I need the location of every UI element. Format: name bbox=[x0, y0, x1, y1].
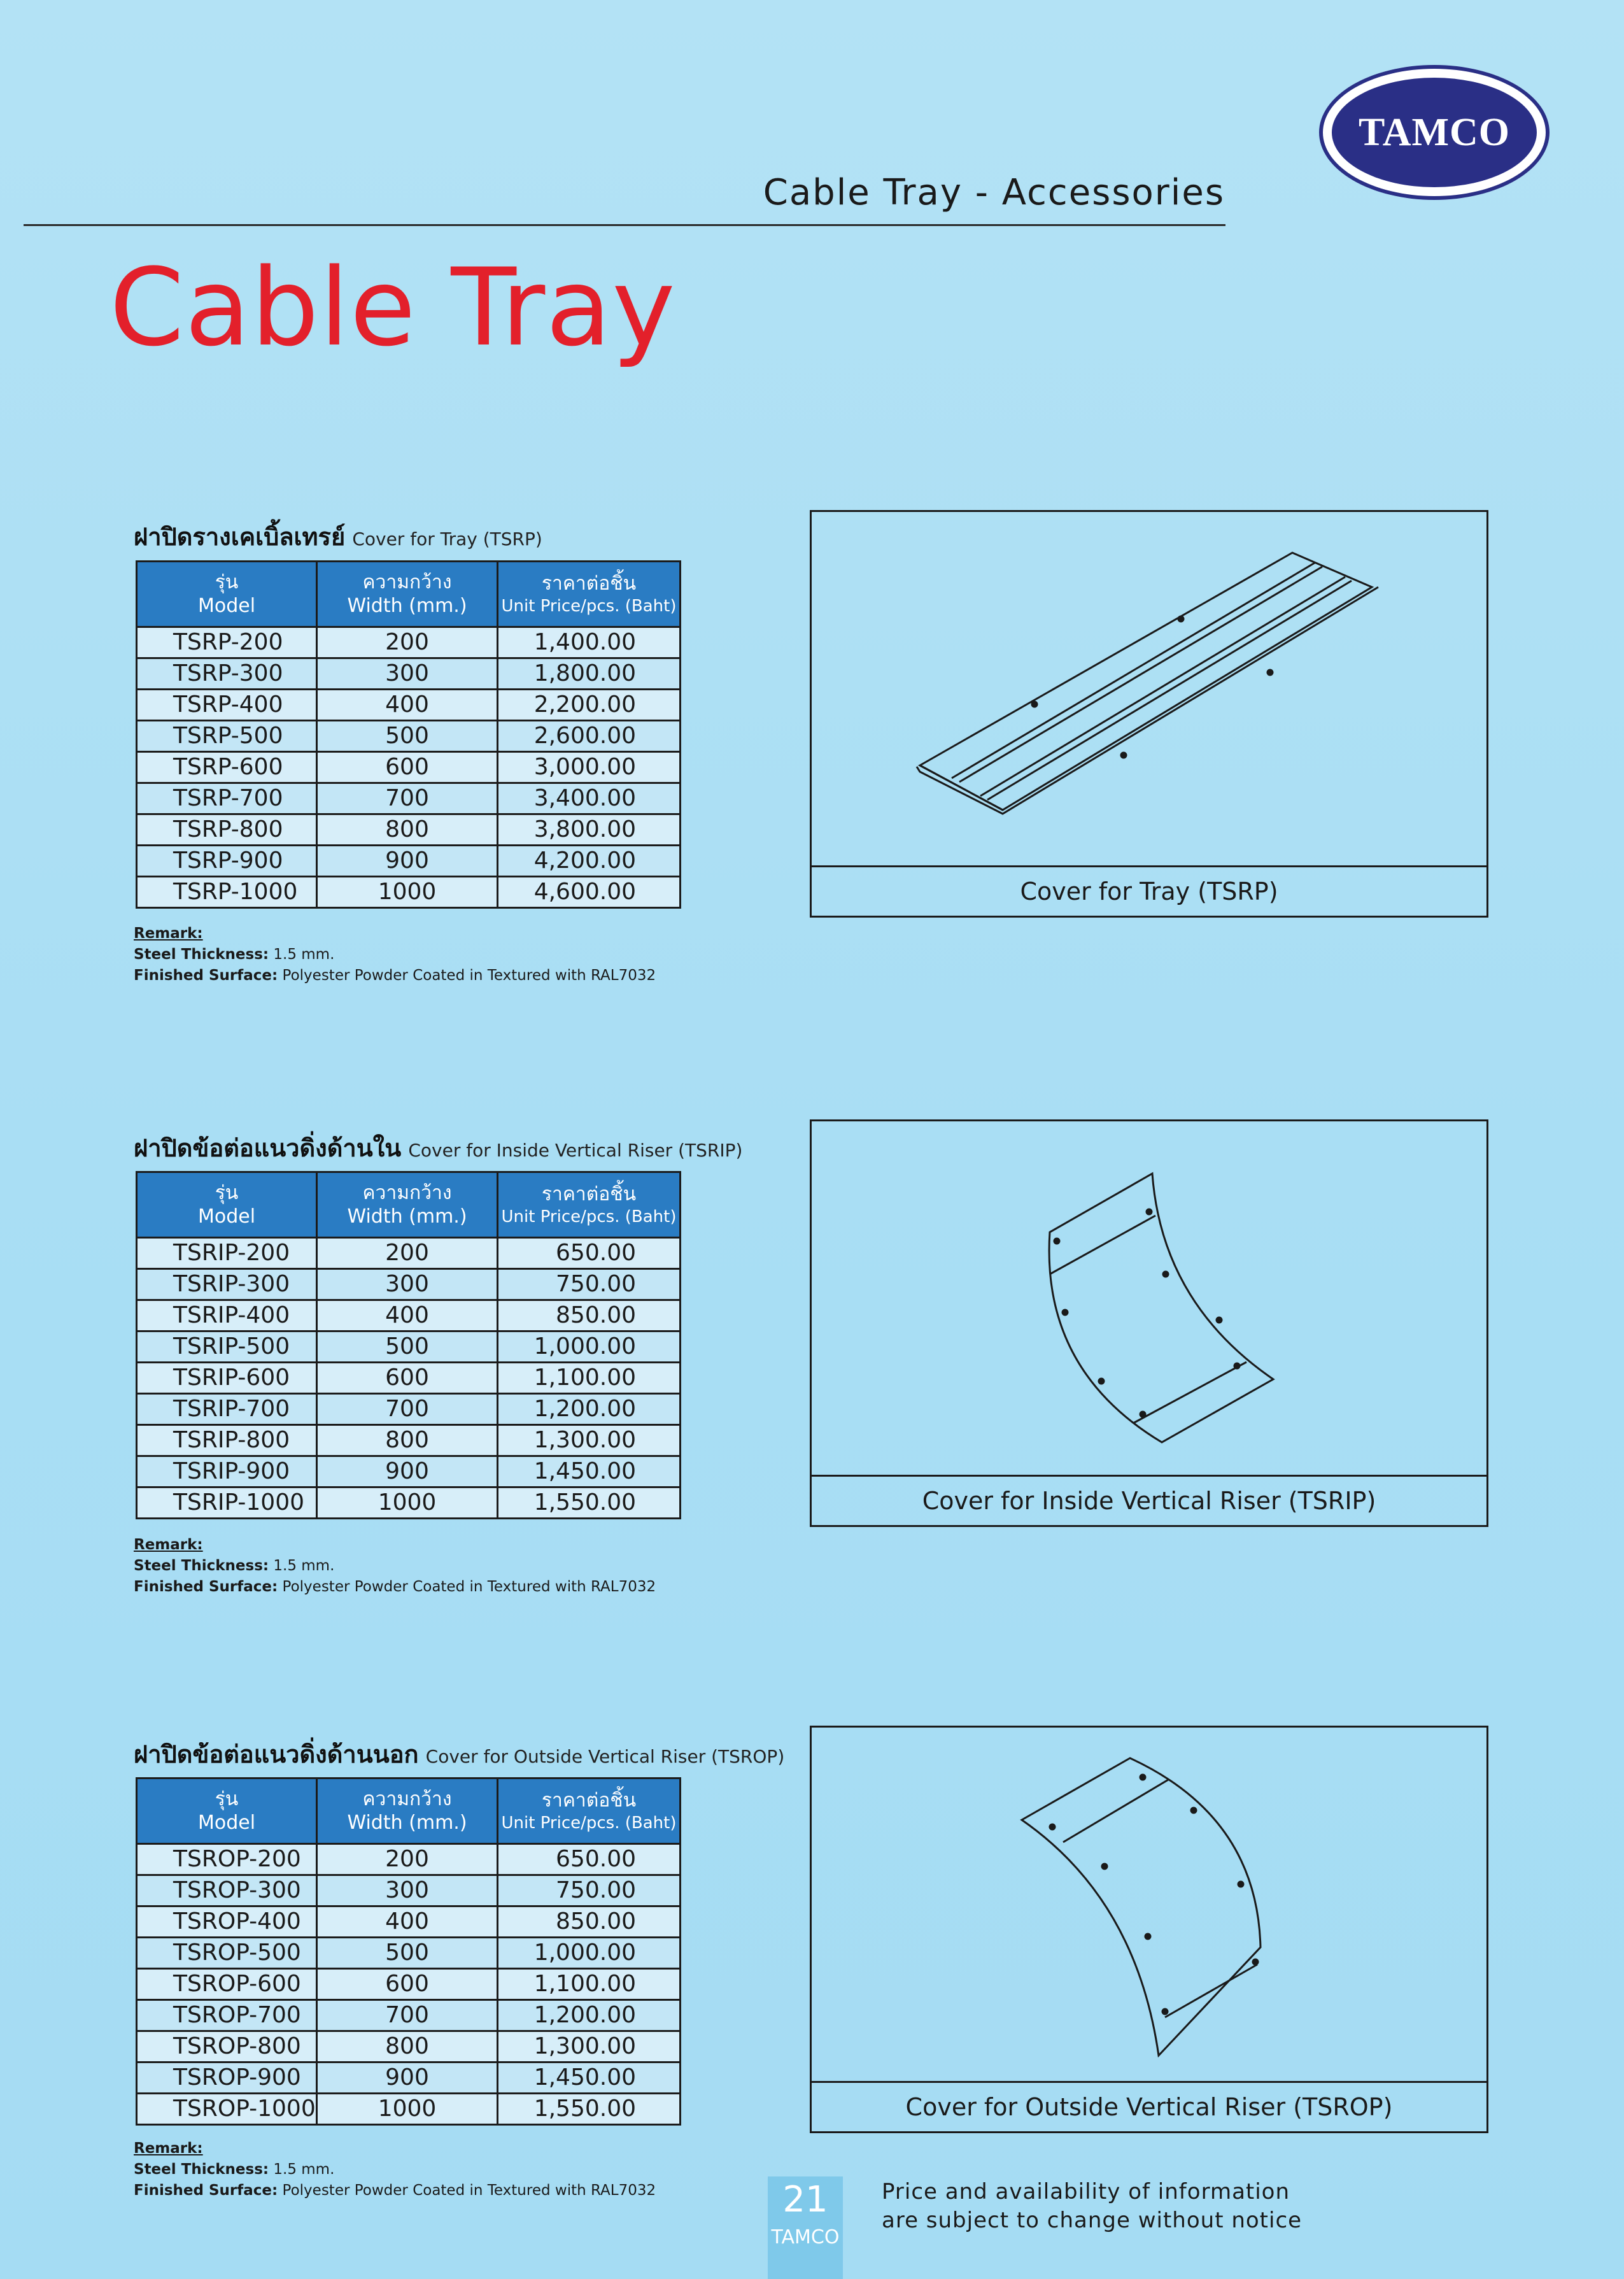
price-table-tsrp bbox=[136, 560, 681, 909]
inside-riser-drawing bbox=[812, 1121, 1486, 1478]
table-row: TSRIP-400 400 850.00 bbox=[137, 1300, 681, 1331]
outside-riser-drawing bbox=[812, 1728, 1486, 2084]
image-caption: Cover for Tray (TSRP) bbox=[812, 865, 1486, 916]
column-header-model: รุ่น Model bbox=[137, 562, 317, 627]
table-row: TSRP-900 900 4,200.00 bbox=[137, 846, 681, 877]
remark-tsrp: Remark: Steel Thickness: 1.5 mm. Finished Surface: Polyester Powder Coated in Textured with RAL7032 bbox=[134, 923, 656, 986]
section-heading-thai: ฝาปิดข้อต่อแนวดิ่งด้านนอก bbox=[134, 1740, 419, 1768]
price-notice bbox=[882, 2178, 1302, 2235]
table-header-row bbox=[137, 562, 681, 627]
image-caption: Cover for Inside Vertical Riser (TSRIP) bbox=[812, 1475, 1486, 1525]
table-row: TSRIP-700 700 1,200.00 bbox=[137, 1394, 681, 1425]
table-row: TSRIP-300 300 750.00 bbox=[137, 1269, 681, 1300]
section-title: Cable Tray - Accessories bbox=[763, 172, 1225, 213]
notice-line-1: Price and availability of information bbox=[882, 2179, 1290, 2204]
table-row: TSROP-300 300 750.00 bbox=[137, 1875, 681, 1906]
table-row: TSRP-1000 1000 4,600.00 bbox=[137, 877, 681, 908]
header-divider bbox=[24, 224, 1225, 226]
column-header-model: รุ่น Model bbox=[137, 1778, 317, 1844]
column-header-price: ราคาต่อชิ้น Unit Price/pcs. (Baht) bbox=[498, 562, 681, 627]
remark-label: Remark: bbox=[134, 2140, 203, 2157]
logo-text: TAMCO bbox=[1358, 110, 1511, 154]
table-row: TSRP-800 800 3,800.00 bbox=[137, 814, 681, 846]
remark-tsrip: Remark: Steel Thickness: 1.5 mm. Finished Surface: Polyester Powder Coated in Textured with RAL7032 bbox=[134, 1535, 656, 1598]
table-header-row bbox=[137, 1172, 681, 1238]
column-header-width: ความกว้าง Width (mm.) bbox=[317, 562, 498, 627]
section-heading-english: Cover for Outside Vertical Riser (TSROP) bbox=[425, 1746, 785, 1767]
section-heading-thai: ฝาปิดข้อต่อแนวดิ่งด้านใน bbox=[134, 1134, 402, 1162]
logo-ellipse bbox=[1332, 78, 1537, 187]
image-box-tsrip bbox=[810, 1119, 1488, 1527]
table-row: TSROP-200 200 650.00 bbox=[137, 1844, 681, 1875]
page-title: Cable Tray bbox=[109, 245, 676, 370]
table-row: TSROP-500 500 1,000.00 bbox=[137, 1938, 681, 1969]
column-header-width: ความกว้าง Width (mm.) bbox=[317, 1778, 498, 1844]
section-heading-tsrip bbox=[134, 1128, 742, 1167]
section-heading-tsrp bbox=[134, 517, 542, 556]
table-row: TSRP-400 400 2,200.00 bbox=[137, 690, 681, 721]
column-header-model: รุ่น Model bbox=[137, 1172, 317, 1238]
image-caption: Cover for Outside Vertical Riser (TSROP) bbox=[812, 2081, 1486, 2131]
table-row: TSROP-700 700 1,200.00 bbox=[137, 2000, 681, 2031]
section-heading-english: Cover for Tray (TSRP) bbox=[352, 529, 542, 550]
table-row: TSROP-600 600 1,100.00 bbox=[137, 1969, 681, 2000]
table-row: TSRIP-600 600 1,100.00 bbox=[137, 1363, 681, 1394]
column-header-price: ราคาต่อชิ้น Unit Price/pcs. (Baht) bbox=[498, 1778, 681, 1844]
image-box-tsrp bbox=[810, 510, 1488, 918]
remark-label: Remark: bbox=[134, 1537, 203, 1553]
table-row: TSROP-1000 1000 1,550.00 bbox=[137, 2094, 681, 2125]
page-brand: TAMCO bbox=[771, 2226, 840, 2248]
table-row: TSRIP-900 900 1,450.00 bbox=[137, 1456, 681, 1487]
price-table-tsrop bbox=[136, 1777, 681, 2126]
remark-tsrop: Remark: Steel Thickness: 1.5 mm. Finished Surface: Polyester Powder Coated in Textured with RAL7032 bbox=[134, 2138, 656, 2201]
column-header-price: ราคาต่อชิ้น Unit Price/pcs. (Baht) bbox=[498, 1172, 681, 1238]
tamco-logo bbox=[1319, 65, 1550, 200]
section-heading-tsrop bbox=[134, 1735, 784, 1773]
notice-line-2: are subject to change without notice bbox=[882, 2208, 1303, 2233]
tray-cover-drawing bbox=[812, 512, 1486, 869]
table-row: TSRP-200 200 1,400.00 bbox=[137, 627, 681, 658]
page-number: 21 bbox=[782, 2179, 828, 2220]
page-number-tab bbox=[768, 2176, 843, 2279]
table-header-row bbox=[137, 1778, 681, 1844]
table-row: TSRIP-200 200 650.00 bbox=[137, 1238, 681, 1269]
price-table-tsrip bbox=[136, 1171, 681, 1519]
table-row: TSRP-300 300 1,800.00 bbox=[137, 658, 681, 690]
section-heading-english: Cover for Inside Vertical Riser (TSRIP) bbox=[408, 1140, 743, 1161]
column-header-width: ความกว้าง Width (mm.) bbox=[317, 1172, 498, 1238]
table-row: TSRP-500 500 2,600.00 bbox=[137, 721, 681, 752]
table-row: TSRP-700 700 3,400.00 bbox=[137, 783, 681, 814]
table-row: TSRIP-500 500 1,000.00 bbox=[137, 1331, 681, 1363]
section-heading-thai: ฝาปิดรางเคเบิ้ลเทรย์ bbox=[134, 523, 346, 551]
table-row: TSROP-800 800 1,300.00 bbox=[137, 2031, 681, 2062]
image-box-tsrop bbox=[810, 1726, 1488, 2133]
table-row: TSRP-600 600 3,000.00 bbox=[137, 752, 681, 783]
table-row: TSROP-400 400 850.00 bbox=[137, 1906, 681, 1938]
remark-label: Remark: bbox=[134, 925, 203, 942]
table-row: TSRIP-1000 1000 1,550.00 bbox=[137, 1487, 681, 1519]
table-row: TSRIP-800 800 1,300.00 bbox=[137, 1425, 681, 1456]
table-row: TSROP-900 900 1,450.00 bbox=[137, 2062, 681, 2094]
